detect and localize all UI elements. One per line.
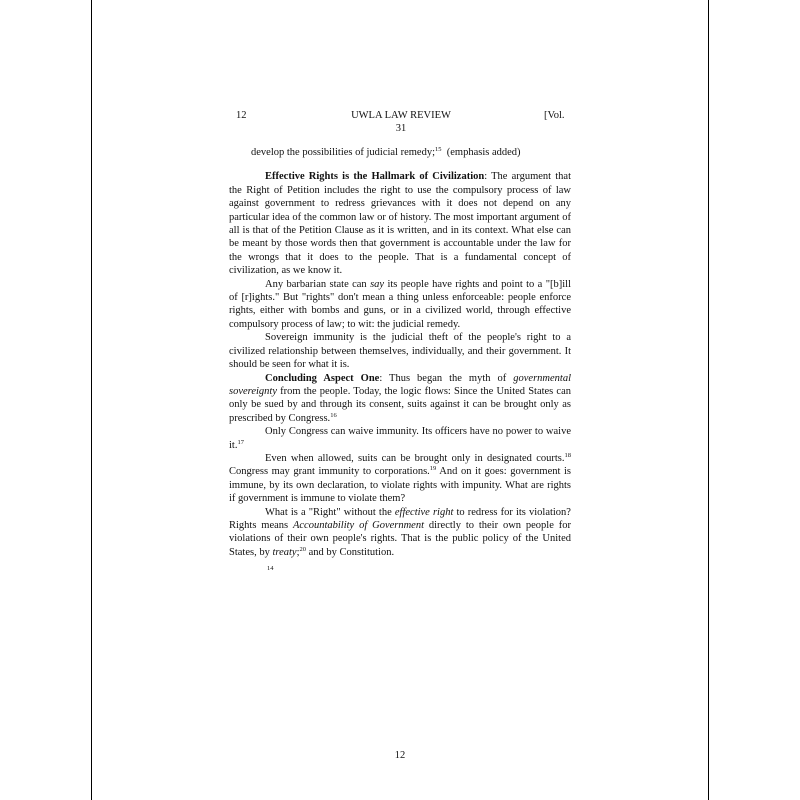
paragraph: Effective Rights is the Hallmark of Civilization: The argument that the Right of Petition includes the right to use the compulsory process of law against government to redress grievances with it does not depend on any particular idea of the common law or of history. The most important argument of all is that of the Petition Clause as it is written, and in its context. What else can be meant by those words then that government is accountable under the law for the wrongs that it does to the people. That is a fundamental concept of civilization, as we know it. (229, 171, 571, 277)
footnote-ref: 16 (330, 411, 337, 419)
footnote-ref: 17 (237, 438, 244, 446)
section-heading: Effective Rights is the Hallmark of Civilization (265, 171, 485, 183)
section-heading: Concluding Aspect One (265, 372, 380, 384)
header-volume-number: 31 (395, 123, 407, 134)
footnote-ref: 18 (564, 451, 571, 459)
paragraph: Sovereign immunity is the judicial theft of the people's right to a civilized relationship between themselves, individually, and their government. It should be seen for what it is. (229, 332, 571, 371)
block-quote-line: develop the possibilities of judicial remedy;$^{15}$ (emphasis added) (251, 146, 521, 158)
header-volume-label: [Vol. (544, 110, 565, 121)
paragraph: Even when allowed, suits can be brought only in designated courts.$^{18}$ Congress may grant immunity to corporations.$^{19}$ And on it goes: government is immune, by its own declaration, to violate rights with impunity. What are rights if government is immune to violate them? (229, 451, 571, 505)
paragraph: Concluding Aspect One: Thus began the myth of governmental sovereignty from the people. Today, the logic flows: Since the United States can only be sued by and through its consent, suits against it can be brought only as prescribed by Congress.$^{16}$ (229, 372, 571, 424)
footnote-marker: 14 (267, 565, 274, 573)
page-number: 12 (394, 750, 406, 761)
paragraph: Only Congress can waive immunity. Its officers have no power to waive it.$^{17}$ (229, 426, 571, 451)
document-body (229, 146, 571, 574)
paragraph: What is a "Right" without the effective right to redress for its violation? Rights means Accountability of Government directly to their own people for violations of their own people's rights. That is the public policy of the United States, by treaty;$^{20}$ and by Constitution. (229, 506, 571, 558)
header-page-number: 12 (236, 110, 247, 121)
journal-title: UWLA LAW REVIEW (351, 110, 451, 121)
footnote-ref: 19 (429, 465, 437, 473)
footnote-ref: 20 (299, 545, 306, 553)
paragraph: Any barbarian state can say its people have rights and point to a "[b]ill of [r]ights." But "rights" don't mean a thing unless enforceable: people enforce rights, either with bombs and guns, or in a civilized world, through effective compulsory process of law; to wit: the judicial remedy. (229, 278, 571, 330)
footnote-ref: 15 (435, 146, 442, 153)
